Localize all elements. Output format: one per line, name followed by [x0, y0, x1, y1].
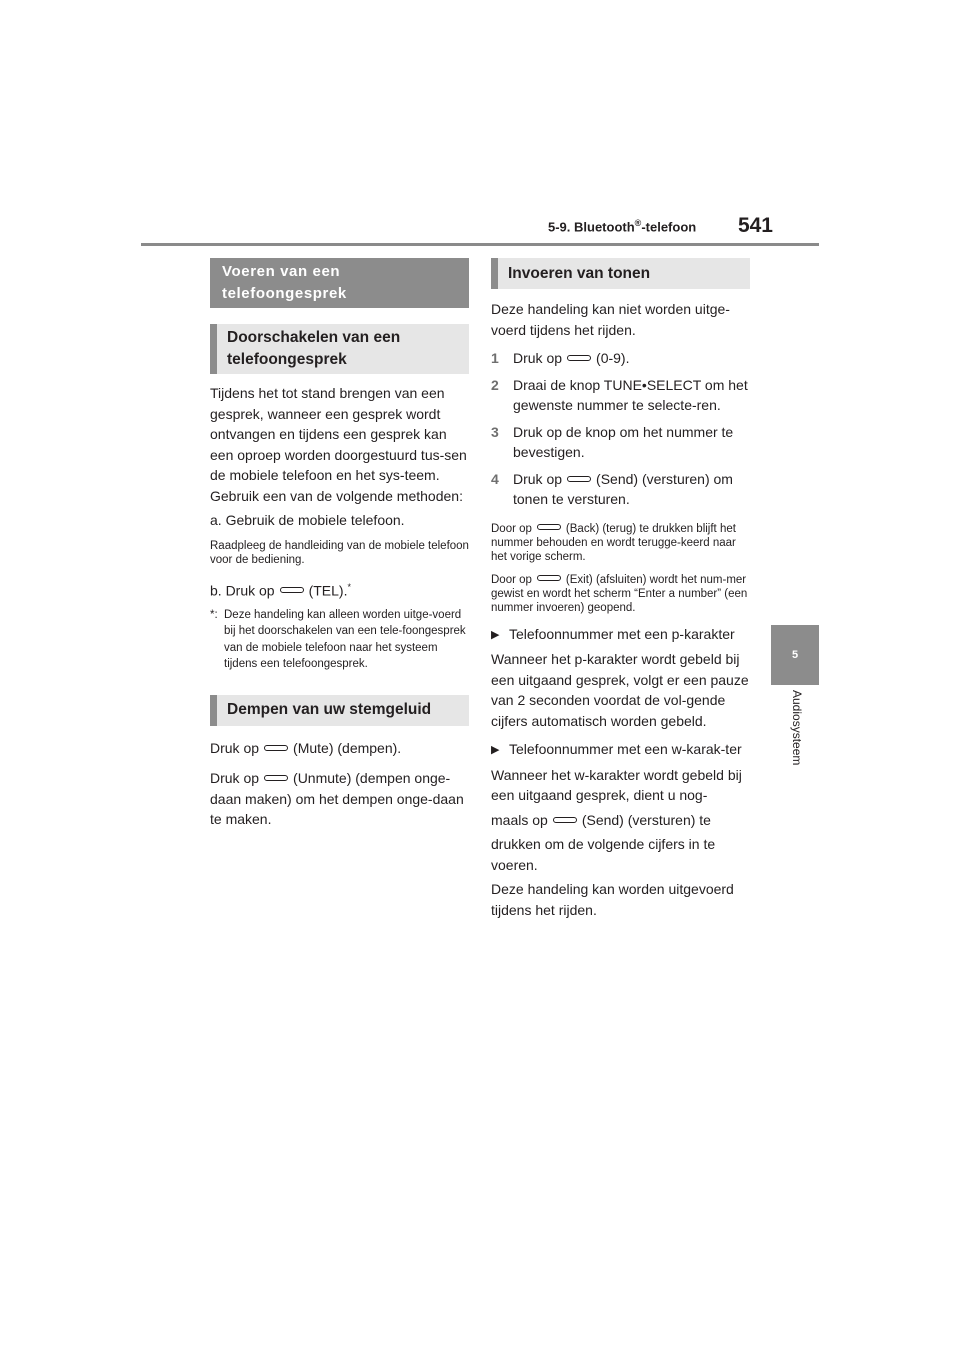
transfer-paragraph: Tijdens het tot stand brengen van een gesprek, wanneer een gesprek wordt ontvangen en tijdens een gesprek kan een oproep worden doorgestuurd tus-sen de mobiele telefoon en het sys-teem. Gebruik een van de volgende methoden: [210, 385, 467, 504]
w-character-body-3: drukken om de volgende cijfers in te voeren. [491, 836, 716, 873]
mute-button-icon [264, 745, 288, 751]
option-a: a. Gebruik de mobiele telefoon. [210, 512, 405, 528]
step-4: 4 Druk op (Send) (versturen) om tonen te versturen. [491, 470, 733, 507]
send-button-icon [567, 476, 591, 482]
mute-instruction: Druk op (Mute) (dempen). [210, 739, 402, 756]
section-heading: Voeren van een telefoongesprek [210, 258, 469, 308]
back-note: Door op (Back) (terug) te drukken blijft het nummer behouden en wordt terugge-keerd naar het vorige scherm. [491, 522, 736, 563]
footnote: *: Deze handeling kan alleen worden uitge-voerd bij het doorschakelen van een tele-foongesprek van de mobiele telefoon naar het systeem tijdens een telefoongesprek. [210, 608, 466, 671]
digits-button-icon [567, 355, 591, 361]
driving-note: Deze handeling kan worden uitgevoerd tijdens het rijden. [491, 881, 734, 918]
manual-reference: Raadpleeg de handleiding van de mobiele telefoon voor de bediening. [210, 539, 469, 566]
unmute-instruction: Druk op (Unmute) (dempen onge- [210, 770, 451, 787]
option-b: b. Druk op (TEL).* [210, 581, 351, 599]
unmute-continuation: daan maken) om het dempen onge-daan te maken. [210, 790, 464, 828]
header-divider [141, 243, 819, 246]
subsection-heading-mute: Dempen van uw stemgeluid [210, 695, 469, 726]
exit-button-icon [537, 575, 561, 581]
page-number: 541 [737, 214, 773, 237]
step-1: 1 Druk op (0-9). [491, 350, 630, 366]
subsection-heading-transfer: Doorschakelen van een telefoongesprek [210, 324, 469, 374]
subsection-heading-tones: Invoeren van tonen [491, 258, 750, 289]
tel-button-icon [280, 587, 304, 593]
chapter-label: Audiosysteem [790, 690, 804, 766]
send-button-icon [553, 817, 577, 823]
w-character-body-1: Wanneer het w-karakter wordt gebeld bij een uitgaand gesprek, dient u nog- [491, 766, 742, 803]
step-3: 3 Druk op de knop om het nummer te bevestigen. [491, 423, 734, 460]
page-header [548, 214, 773, 242]
w-character-body-2: maals op (Send) (versturen) te [491, 811, 711, 828]
tones-intro: Deze handeling kan niet worden uitge-voerd tijdens het rijden. [491, 301, 730, 338]
w-character-heading: ▶ Telefoonnummer met een w-karak-ter [491, 739, 750, 761]
p-character-heading: ▶ Telefoonnummer met een p-karakter [491, 624, 750, 646]
exit-note: Door op (Exit) (afsluiten) wordt het num-mer gewist en wordt het scherm “Enter a number” (een nummer invoeren) geopend. [491, 573, 748, 614]
unmute-button-icon [264, 775, 288, 781]
step-2: 2 Draai de knop TUNE•SELECT om het gewenste nummer te selecte-ren. [491, 376, 748, 413]
p-character-body: Wanneer het p-karakter wordt gebeld bij een uitgaand gesprek, volgt er een pauze van 2 seconden voordat de vol-gende cijfers automatisch worden gebeld. [491, 651, 749, 729]
left-column [210, 258, 469, 830]
back-button-icon [537, 524, 561, 530]
triangle-bullet-icon: ▶ [491, 744, 500, 756]
right-column [491, 258, 750, 920]
chapter-tab: 5 [771, 625, 819, 685]
triangle-bullet-icon: ▶ [491, 628, 500, 641]
section-title: 5-9. Bluetooth®-telefoon [548, 218, 697, 235]
